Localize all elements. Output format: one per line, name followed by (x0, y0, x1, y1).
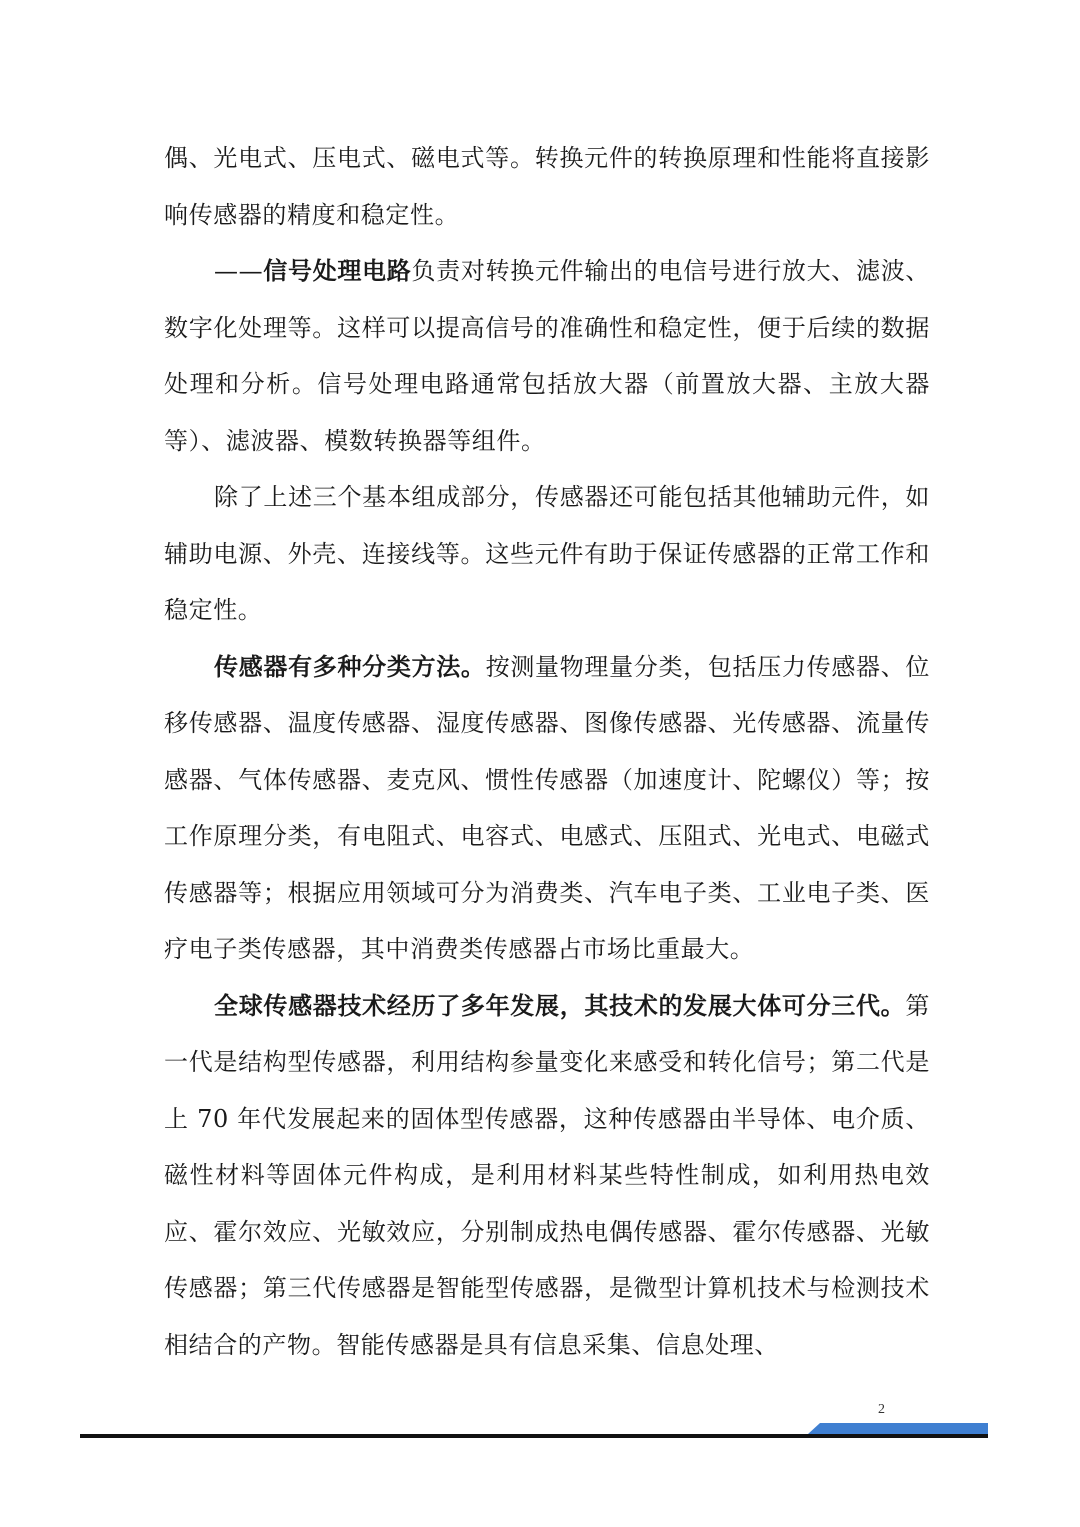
bold-lead-text: 传感器有多种分类方法。 (214, 652, 486, 681)
footer-accent-bar (820, 1423, 988, 1434)
page-number: 2 (878, 1402, 885, 1417)
paragraph-auxiliary-components (164, 469, 930, 639)
em-dash-prefix: —— (214, 257, 264, 285)
bold-lead-text: 全球传感器技术经历了多年发展，其技术的发展大体可分三代。 (214, 991, 906, 1020)
document-body (164, 130, 930, 1373)
paragraph-technology-generations (164, 978, 930, 1374)
footer-rule (80, 1434, 988, 1438)
paragraph-text: 除了上述三个基本组成部分，传感器还可能包括其他辅助元件，如辅助电源、外壳、连接线等。这些元件有助于保证传感器的正常工作和稳定性。 (164, 483, 930, 624)
paragraph-text: 按测量物理量分类，包括压力传感器、位移传感器、温度传感器、湿度传感器、图像传感器、光传感器、流量传感器、气体传感器、麦克风、惯性传感器（加速度计、陀螺仪）等；按工作原理分类，有电阻式、电容式、电感式、压阻式、光电式、电磁式传感器等；根据应用领域可分为消费类、汽车电子类、工业电子类、医疗电子类传感器，其中消费类传感器占市场比重最大。 (164, 652, 930, 963)
paragraph-text: 第一代是结构型传感器，利用结构参量变化来感受和转化信号；第二代是上 70 年代发展起来的固体型传感器，这种传感器由半导体、电介质、磁性材料等固体元件构成，是利用材料某些特性制成，如利用热电效应、霍尔效应、光敏效应，分别制成热电偶传感器、霍尔传感器、光敏传感器；第三代传感器是智能型传感器，是微型计算机技术与检测技术相结合的产物。智能传感器是具有信息采集、信息处理、 (164, 991, 930, 1359)
footer-accent-corner (808, 1423, 820, 1434)
paragraph-classification (164, 639, 930, 978)
paragraph-text: 负责对转换元件输出的电信号进行放大、滤波、数字化处理等。这样可以提高信号的准确性和稳定性，便于后续的数据处理和分析。信号处理电路通常包括放大器（前置放大器、主放大器等）、滤波器、模数转换器等组件。 (164, 257, 930, 455)
paragraph-signal-processing (164, 243, 930, 469)
bold-lead-text: 信号处理电路 (263, 257, 412, 285)
paragraph-conversion-element (164, 130, 930, 243)
paragraph-text: 偶、光电式、压电式、磁电式等。转换元件的转换原理和性能将直接影响传感器的精度和稳定性。 (164, 144, 930, 229)
